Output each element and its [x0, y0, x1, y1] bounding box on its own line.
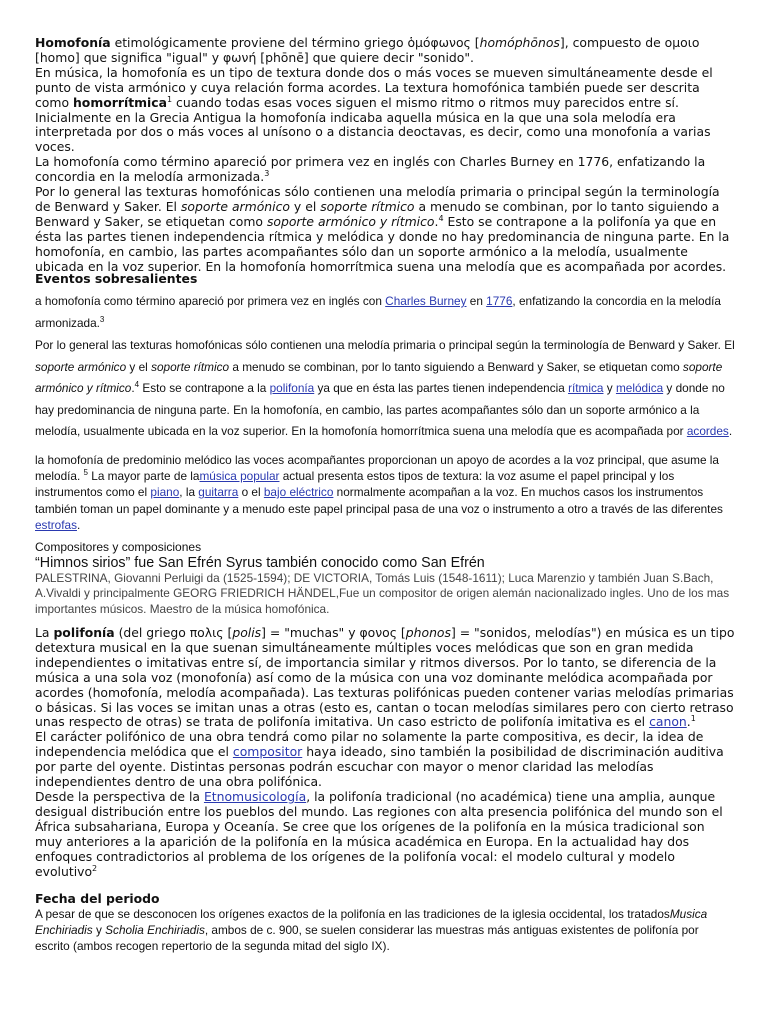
link-compositor[interactable]: compositor	[232, 744, 303, 760]
paragraph-texturas: Por lo general las texturas homofónicas sólo contienen una melodía primaria o principal según la terminología de Benward y Saker. El soporte armónico y el soporte rítmico a menudo se combinan, por lo tanto siguiendo a Benward y Saker, se etiquetan como soporte armónico y rítmico.$^4$ Esto se contrapone a la polifonía ya que en ésta las partes tienen independencia rítmica y melódica y donde no hay predominancia de ninguna parte. En la homofonía, en cambio, las partes acompañantes sólo dan un soporte armónico a la melodía, usualmente ubicada en la voz superior. En la homofonía homorrítmica suena una melodía que es acompañada por acordes.	[35, 338, 735, 438]
paragraph-burney: a homofonía como término apareció por primera vez en inglés con Charles Burney en 1776, enfatizando la concordia en la melodía armonizada.$^3$	[35, 294, 721, 330]
link-1776[interactable]: 1776	[486, 294, 513, 308]
composers-section	[35, 540, 735, 617]
link-piano[interactable]: piano	[150, 485, 180, 500]
footnote-ref: 4	[134, 380, 140, 390]
link-estrofas[interactable]: estrofas	[35, 517, 77, 532]
paragraph: El carácter polifónico de una obra tendrá como pilar no solamente la parte compositiva, es decir, la idea de independencia melódica que el compositor haya ideado, sino también la posibilidad de discriminación auditiva por parte del oyente. Distintas personas podrán escuchar con mayor o menor claridad las melodías independientes dentro de una obra polifónica.	[35, 729, 724, 790]
link-musica-popular[interactable]: música popular	[199, 469, 280, 484]
polifonia-section	[35, 626, 735, 879]
homofonia-intro	[35, 36, 735, 275]
paragraph: Por lo general las texturas homofónicas sólo contienen una melodía primaria o principal según la terminología de Benward y Saker. El soporte armónico y el soporte rítmico a menudo se combinan, por lo tanto siguiendo a Benward y Saker, se etiquetan como soporte armónico y rítmico.$^4$ Esto se contrapone a la polifonía ya que en ésta las partes tienen independencia rítmica y melódica y donde no hay predominancia de ninguna parte. En la homofonía, en cambio, las partes acompañantes sólo dan un soporte armónico a la melodía, usualmente ubicada en la voz superior. En la homofonía homorrítmica suena una melodía que es acompañada por acordes.	[35, 184, 730, 274]
section-heading: Eventos sobresalientes	[35, 271, 198, 286]
term-bold: polifonía	[53, 625, 115, 640]
paragraph: Inicialmente en la Grecia Antigua la homofonía indicaba aquella música en la que una sola melodía era interpretada por dos o más voces al unísono o a distancia deoctavas, es decir, como una monofonía a varias voces.	[35, 109, 711, 155]
link-polifonia[interactable]: polifonía	[269, 381, 315, 395]
footnote-ref: 1	[690, 714, 696, 724]
paragraph-predominio-melodico: la homofonía de predominio melódico las voces acompañantes proporcionan un apoyo de acordes a la voz principal, que asume la melodía. $^5$ La mayor parte de lamúsica popular actual presenta estos tipos de textura: la voz asume el papel principal y los instrumentos como el piano, la guitarra o el bajo eléctrico normalmente acompañan a la voz. En muchos casos los instrumentos también toman un papel dominante y a menudo este papel principal pasa de una voz o instrumento a otro a través de las diferentes estrofas.	[35, 453, 723, 532]
term-bold: Homofonía	[35, 35, 111, 50]
footnote-ref: 1	[167, 94, 173, 104]
composers-label: Compositores y composiciones	[35, 540, 202, 554]
link-melodica[interactable]: melódica	[615, 381, 664, 395]
section-heading: Fecha del periodo	[35, 891, 160, 906]
composers-title: “Himnos sirios” fue San Efrén Syrus también conocido como San Efrén	[35, 555, 485, 572]
paragraph-fecha: A pesar de que se desconocen los orígenes exactos de la polifonía en las tradiciones de la iglesia occidental, los tratadosMusica Enchiriadis y Scholia Enchiriadis, ambos de c. 900, se suelen considerar las muestras más antiguas existentes de polifonía por escrito (ambos recogen repertorio de la segunda mitad del siglo IX).	[35, 907, 708, 954]
composers-text: PALESTRINA, Giovanni Perluigi da (1525-1594); DE VICTORIA, Tomás Luis (1548-1611); Luca Marenzio y también Juan S.Bach, A.Vivaldi y principalmente GEORG FRIEDRICH HÄNDEL,Fue un compositor de origen alemán nacionalizado ingles. Uno de los mas importantes músicos. Maestro de la música homofónica.	[35, 571, 730, 616]
link-ritmica[interactable]: rítmica	[568, 381, 604, 395]
footnote-ref: 2	[92, 863, 98, 873]
link-guitarra[interactable]: guitarra	[198, 485, 239, 500]
link-canon[interactable]: canon	[649, 714, 687, 730]
link-etnomusicologia[interactable]: Etnomusicología	[203, 788, 307, 804]
term-bold: homorrítmica	[72, 94, 167, 110]
link-bajo-electrico[interactable]: bajo eléctrico	[263, 485, 334, 500]
link-acordes[interactable]: acordes	[686, 424, 729, 438]
footnote-ref: 4	[438, 213, 444, 223]
footnote-ref: 3	[99, 314, 105, 324]
link-charles-burney[interactable]: Charles Burney	[385, 294, 467, 308]
paragraph: La polifonía (del griego πολις [polis] = "muchas" y φονος [phonos] = "sonidos, melodías") en música es un tipo detextura musical en la que suenan simultáneamente múltiples voces melódicas que son en gran medida independientes o imitativas entre sí, de importancia similar y ritmos diversos. Por lo tanto, se diferencia de la música a una sola voz (monofonía) así como de la música con una voz dominante melódica acompañada por acordes (homofonía, melodía acompañada). Las texturas polifónicas pueden contener varias melodías primarias o básicas. Si las voces se imitan unas a otras (esto es, cantan o tocan melodías similares pero con cierto retraso unas respecto de otras) se trata de polifonía imitativa. Un caso estricto de polifonía imitativa es el canon.$^1$	[35, 625, 735, 730]
paragraph: Desde la perspectiva de la Etnomusicología, la polifonía tradicional (no académica) tiene una amplia, aunque desigual distribución entre los pueblos del mundo. Las regiones con alta presencia polifónica del mundo son el África subsahariana, Europa y Oceanía. Se cree que los orígenes de la polifonía en la música tradicional son muy anteriores a la aparición de la polifonía en la música académica en Europa. En la actualidad hay dos enfoques contradictorios al problema de los orígenes de la polifonía vocal: el modelo cultural y modelo evolutivo$^2$	[35, 788, 723, 879]
paragraph: La homofonía como término apareció por primera vez en inglés con Charles Burney en 1776, enfatizando la concordia en la melodía armonizada.$^3$	[35, 154, 706, 185]
paragraph: En música, la homofonía es un tipo de textura donde dos o más voces se mueven simultáneamente desde el punto de vista armónico y cuya relación forma acordes. La textura homofónica también puede ser descrita como homorrítmica$^1$ cuando todas esas voces siguen el mismo ritmo o ritmos muy parecidos entre sí.	[35, 64, 713, 110]
paragraph: Homofonía etimológicamente proviene del término griego ὁμόφωνος [homóphōnos], compuesto de ομοιο [homo] que significa "igual" y φωνή [phōnē] que quiere decir "sonido".	[35, 35, 700, 65]
footnote-ref: 3	[264, 169, 270, 179]
footnote-ref: 5	[83, 468, 88, 478]
